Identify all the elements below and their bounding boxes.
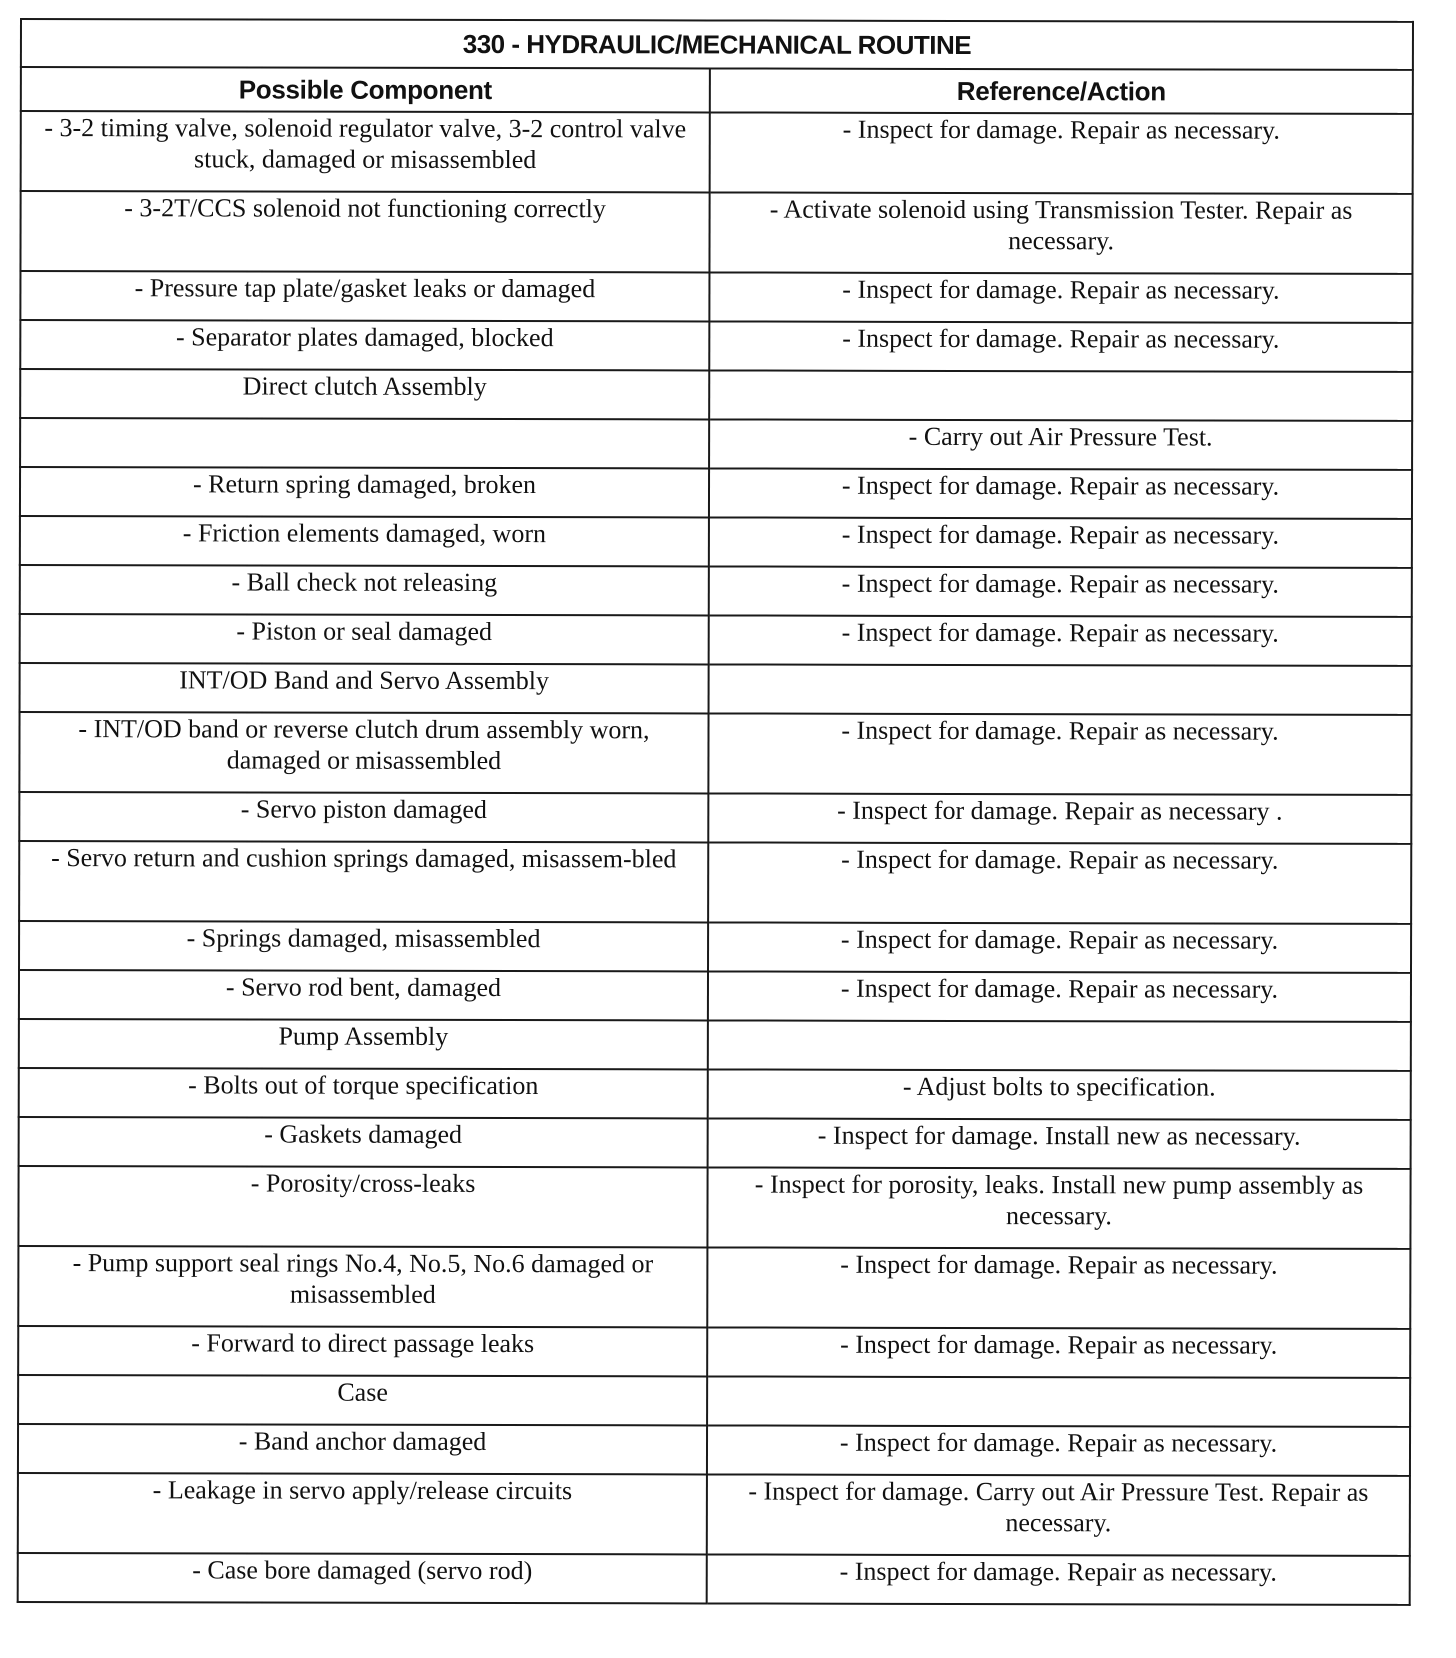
component-cell: - Servo piston damaged bbox=[19, 792, 708, 842]
action-cell: - Inspect for damage. Repair as necessary. bbox=[709, 517, 1412, 567]
table-row bbox=[21, 111, 1413, 194]
action-cell: - Inspect for damage. Repair as necessary. bbox=[709, 615, 1412, 665]
component-cell: INT/OD Band and Servo Assembly bbox=[20, 663, 709, 713]
action-cell: - Adjust bolts to specification. bbox=[708, 1069, 1411, 1119]
component-cell: - Pressure tap plate/gasket leaks or damaged bbox=[20, 271, 709, 321]
component-cell: - Forward to direct passage leaks bbox=[18, 1326, 707, 1376]
component-cell: - 3-2T/CCS solenoid not functioning correctly bbox=[20, 191, 709, 272]
action-cell: - Inspect for damage. Repair as necessary. bbox=[707, 1554, 1410, 1604]
table-title: 330 - HYDRAULIC/MECHANICAL ROUTINE bbox=[21, 19, 1413, 70]
column-header-component: Possible Component bbox=[21, 67, 710, 112]
component-cell: - Piston or seal damaged bbox=[20, 614, 709, 664]
table-row bbox=[20, 320, 1412, 372]
component-cell bbox=[20, 418, 709, 468]
component-cell: - Porosity/cross-leaks bbox=[18, 1166, 707, 1247]
table-row bbox=[19, 841, 1411, 924]
action-cell bbox=[709, 664, 1412, 714]
component-cell: Pump Assembly bbox=[19, 1019, 708, 1069]
table-row bbox=[19, 712, 1411, 795]
table-row bbox=[19, 1117, 1411, 1169]
table-row bbox=[20, 565, 1412, 617]
action-cell bbox=[709, 370, 1412, 420]
table-row bbox=[20, 191, 1412, 274]
action-cell: - Inspect for damage. Repair as necessary. bbox=[709, 321, 1412, 371]
title-row bbox=[21, 19, 1413, 70]
action-cell: - Carry out Air Pressure Test. bbox=[709, 419, 1412, 469]
document-sheet bbox=[17, 18, 1412, 1606]
table-row bbox=[20, 614, 1412, 666]
component-cell: - Pump support seal rings No.4, No.5, No.6 damaged or misassembled bbox=[18, 1246, 707, 1327]
component-cell: - Gaskets damaged bbox=[19, 1117, 708, 1167]
table-row bbox=[18, 1424, 1410, 1476]
action-cell: - Inspect for porosity, leaks. Install new pump assembly as necessary. bbox=[707, 1167, 1410, 1248]
table-row bbox=[18, 1326, 1410, 1378]
component-cell: Case bbox=[18, 1375, 707, 1425]
table-row bbox=[20, 467, 1412, 519]
component-cell: - Return spring damaged, broken bbox=[20, 467, 709, 517]
component-cell: - Ball check not releasing bbox=[20, 565, 709, 615]
action-cell: - Activate solenoid using Transmission Tester. Repair as necessary. bbox=[709, 192, 1412, 273]
table-row bbox=[18, 1166, 1410, 1249]
action-cell bbox=[708, 1020, 1411, 1070]
action-cell: - Inspect for damage. Repair as necessary. bbox=[708, 922, 1411, 972]
table-row bbox=[20, 369, 1412, 421]
column-header-action: Reference/Action bbox=[710, 68, 1413, 113]
action-cell: - Inspect for damage. Repair as necessary. bbox=[709, 566, 1412, 616]
table-row bbox=[20, 418, 1412, 470]
table-row bbox=[20, 516, 1412, 568]
routine-table bbox=[17, 18, 1414, 1606]
action-cell: - Inspect for damage. Repair as necessary. bbox=[707, 1425, 1410, 1475]
component-cell: - Band anchor damaged bbox=[18, 1424, 707, 1474]
component-cell: - Servo rod bent, damaged bbox=[19, 970, 708, 1020]
action-cell: - Inspect for damage. Repair as necessary. bbox=[707, 1327, 1410, 1377]
table-row bbox=[18, 1375, 1410, 1427]
table-row bbox=[20, 271, 1412, 323]
component-cell: - 3-2 timing valve, solenoid regulator valve, 3-2 control valve stuck, damaged or misassembled bbox=[21, 111, 710, 192]
action-cell: - Inspect for damage. Repair as necessary. bbox=[707, 1247, 1410, 1328]
component-cell: - Bolts out of torque specification bbox=[19, 1068, 708, 1118]
action-cell: - Inspect for damage. Repair as necessary. bbox=[710, 112, 1413, 193]
component-cell: - Friction elements damaged, worn bbox=[20, 516, 709, 566]
table-row bbox=[19, 1068, 1411, 1120]
component-cell: - Case bore damaged (servo rod) bbox=[18, 1553, 707, 1603]
action-cell: - Inspect for damage. Install new as necessary. bbox=[708, 1118, 1411, 1168]
action-cell: - Inspect for damage. Repair as necessary . bbox=[708, 793, 1411, 843]
action-cell: - Inspect for damage. Repair as necessary. bbox=[708, 971, 1411, 1021]
component-cell: - Separator plates damaged, blocked bbox=[20, 320, 709, 370]
component-cell: - Servo return and cushion springs damaged, misassem-bled bbox=[19, 841, 708, 922]
table-row bbox=[19, 970, 1411, 1022]
action-cell: - Inspect for damage. Repair as necessary. bbox=[709, 468, 1412, 518]
component-cell: - Springs damaged, misassembled bbox=[19, 921, 708, 971]
table-row bbox=[18, 1553, 1410, 1605]
table-row bbox=[20, 663, 1412, 715]
header-row bbox=[21, 67, 1413, 114]
action-cell: - Inspect for damage. Repair as necessary. bbox=[709, 272, 1412, 322]
table-row bbox=[19, 1019, 1411, 1071]
table-row bbox=[18, 1246, 1410, 1329]
component-cell: Direct clutch Assembly bbox=[20, 369, 709, 419]
table-row bbox=[19, 921, 1411, 973]
table-row bbox=[18, 1473, 1410, 1556]
component-cell: - INT/OD band or reverse clutch drum assembly worn, damaged or misassembled bbox=[19, 712, 708, 793]
component-cell: - Leakage in servo apply/release circuits bbox=[18, 1473, 707, 1554]
action-cell bbox=[707, 1376, 1410, 1426]
table-body bbox=[18, 111, 1413, 1605]
table-row bbox=[19, 792, 1411, 844]
action-cell: - Inspect for damage. Repair as necessary. bbox=[708, 713, 1411, 794]
action-cell: - Inspect for damage. Repair as necessary. bbox=[708, 842, 1411, 923]
action-cell: - Inspect for damage. Carry out Air Pressure Test. Repair as necessary. bbox=[707, 1474, 1410, 1555]
